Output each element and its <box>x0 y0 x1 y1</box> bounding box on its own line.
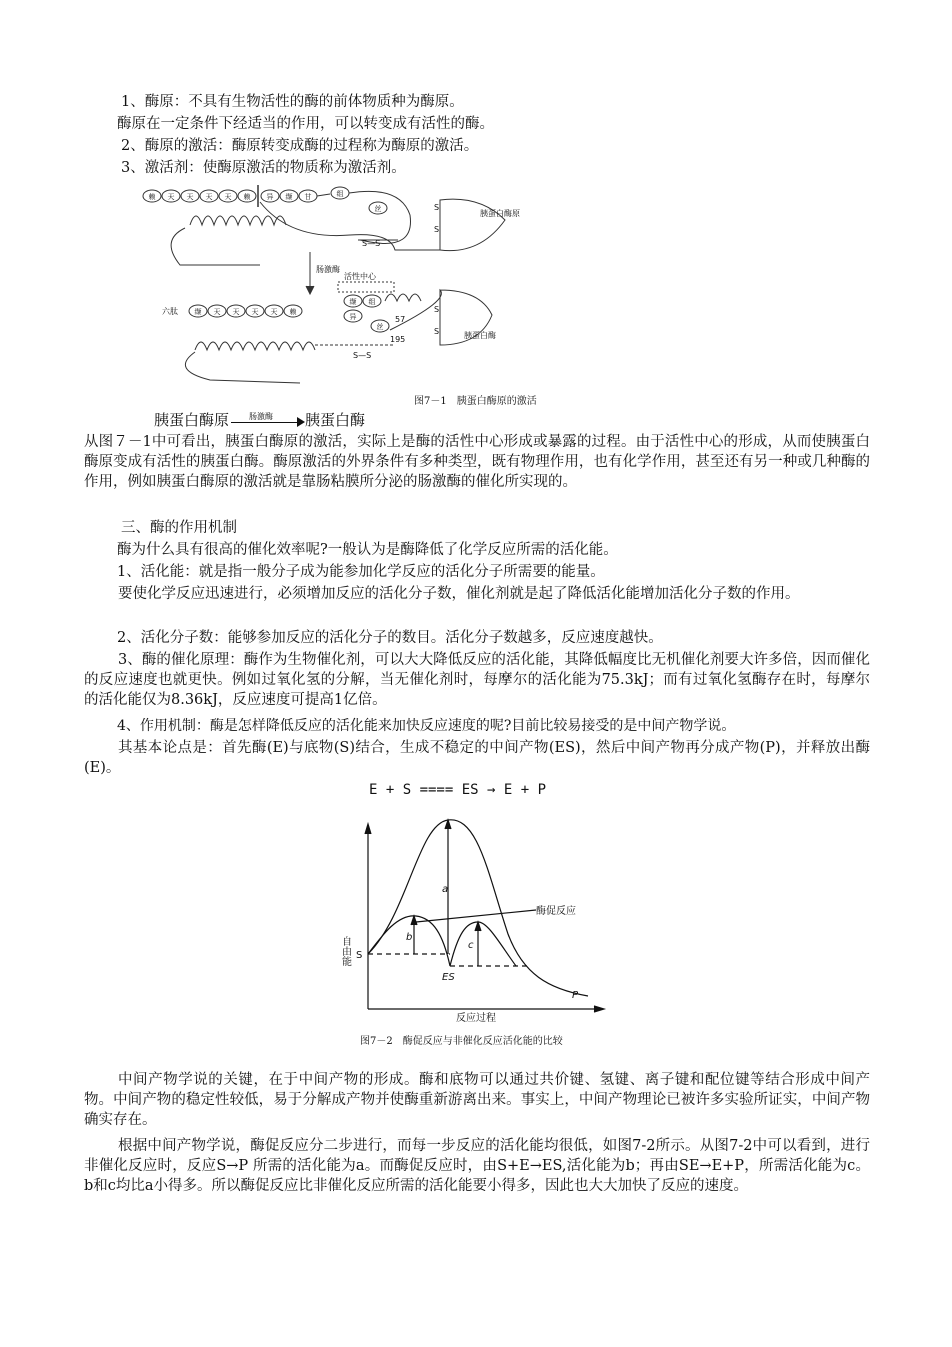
label-trypsin: 胰蛋白酶 <box>464 331 496 340</box>
line-zymogen-activation-note: 酶原在一定条件下经适当的作用，可以转变成有活性的酶。 <box>117 116 494 132</box>
top-residue-7: 缬 <box>285 193 293 201</box>
para-two-steps: 根据中间产物学说，酶促反应分二步进行，而每一步反应的活化能均很低，如图7-2所示。从图7-2中可以看到，进行非催化反应时，反应S→P 所需的活化能为a。而酶促反应时，由S+E→ES,活化能为b；再由SE→E+P，所需活化能为c。b和c均比a小得多。所以酶促反应比非催化反应所需的活化能要小得多，因此也大大加快了反应的速度。 <box>84 1138 870 1194</box>
reaction-right: 胰蛋白酶 <box>305 411 366 429</box>
figure2-caption: 图7－2 酶促反应与非催化反应活化能的比较 <box>360 1036 563 1047</box>
para-activation-energy-intro: 酶为什么具有很高的催化效率呢?一般认为是酶降低了化学反应所需的活化能。 <box>117 542 618 558</box>
para-intermediate-key: 中间产物学说的关键，在于中间产物的形成。酶和底物可以通过共价键、氢键、离子键和配位键等结合形成中间产物。中间产物的稳定性较低，易于分解成产物并使酶重新游离出来。事实上，中间产物理论已被许多实验所证实，中间产物确实存在。 <box>84 1072 870 1128</box>
top-residue-3: 天 <box>205 193 213 201</box>
line-activation-def: 2、酶原的激活：酶原转变成酶的过程称为酶原的激活。 <box>121 138 479 154</box>
label-s-4: S <box>434 327 440 336</box>
label-s-2: S <box>434 225 440 234</box>
para-activated-molecules: 2、活化分子数：能够参加反应的活化分子的数目。活化分子数越多，反应速度越快。 <box>117 630 663 646</box>
hexa-residue-0: 缬 <box>194 308 202 316</box>
label-s-3: S <box>434 305 440 314</box>
para-basic-point: 其基本论点是：首先酶(E)与底物(S)结合，生成不稳定的中间产物(ES)，然后中间产物再分成产物(P)，并释放出酶(E)。 <box>84 740 870 776</box>
para-catalyst-role: 要使化学反应迅速进行，必须增加反应的活化分子数，催化剂就是起了降低活化能增加活化分子数的作用。 <box>118 586 800 602</box>
label-ss-top: S—S <box>362 239 381 248</box>
y-axis-label: 自由能 <box>339 936 351 966</box>
label-s: S <box>356 950 363 961</box>
hexa-residue-5: 赖 <box>289 308 297 316</box>
top-chain <box>143 185 505 265</box>
hexa-residue-3: 天 <box>251 308 259 316</box>
top-residue-0: 赖 <box>148 193 156 201</box>
top-residue-4: 天 <box>224 193 232 201</box>
top-residue-6: 异 <box>266 193 274 201</box>
top-residue-2: 天 <box>186 193 194 201</box>
reaction-arrow <box>229 413 305 425</box>
label-p: P <box>572 990 579 1001</box>
label-57: 57 <box>395 315 406 324</box>
para-figure-explanation: 从图７－1中可看出，胰蛋白酶原的激活，实际上是酶的活性中心形成或暴露的过程。由于活性中心的形成，从而使胰蛋白酶原变成有活性的胰蛋白酶。酶原激活的外界条件有多种类型，既有物理作用，也有化学作用，甚至还有另一种或几种酶的作用，例如胰蛋白酶原的激活就是靠肠粘膜所分泌的肠激酶的催化所实现的。 <box>84 434 870 490</box>
hexa-residue-2: 天 <box>232 308 240 316</box>
label-es: ES <box>442 972 455 983</box>
label-enterokinase: 肠激酶 <box>316 265 340 274</box>
section-heading-mechanism: 三、酶的作用机制 <box>121 520 237 536</box>
x-axis-label: 反应过程 <box>456 1013 496 1024</box>
line-zymogen-def: 1、酶原：不具有生物活性的酶的前体物质种为酶原。 <box>121 94 464 110</box>
label-ss-bottom: S—S <box>353 351 372 360</box>
bottom-residue-0: 缬 <box>349 298 357 306</box>
bottom-residue-3: 丝 <box>376 323 384 331</box>
bottom-residue-1: 异 <box>349 313 357 321</box>
top-residue-9: 组 <box>336 190 344 198</box>
bottom-residue-2: 组 <box>368 298 376 306</box>
label-active-center: 活性中心 <box>344 272 376 281</box>
top-residue-8: 甘 <box>304 193 312 201</box>
para-activation-energy-def: 1、活化能：就是指一般分子成为能参加化学反应的活化分子所需要的能量。 <box>117 564 605 580</box>
reaction-arrow-label: 肠激酶 <box>249 412 274 421</box>
equation: E + S ==== ES → E + P <box>369 782 547 798</box>
figure-trypsinogen-activation <box>140 180 560 395</box>
label-s-1: S <box>434 203 440 212</box>
reaction-line <box>154 410 365 430</box>
para-catalytic-principle: 3、酶的催化原理：酶作为生物催化剂，可以大大降低反应的活化能，其降低幅度比无机催化剂要大许多倍，因而催化的反应速度也就更快。例如过氧化氢的分解，当无催化剂时，每摩尔的活化能为75.3kJ；而有过氧化氢酶存在时，每摩尔的活化能仅为8.36kJ，反应速度可提高1亿倍。 <box>84 652 870 708</box>
label-195: 195 <box>390 335 406 344</box>
top-residue-ser: 丝 <box>374 205 382 213</box>
label-enzymatic: 酶促反应 <box>536 906 576 917</box>
para-mechanism: 4、作用机制：酶是怎样降低反应的活化能来加快反应速度的呢?目前比较易接受的是中间产物学说。 <box>117 718 736 734</box>
bottom-chain <box>185 282 492 383</box>
label-hexapeptide: 六肽 <box>162 307 178 316</box>
label-trypsinogen: 胰蛋白酶原 <box>480 209 520 218</box>
reaction-left: 胰蛋白酶原 <box>154 411 230 429</box>
hexa-residue-1: 天 <box>213 308 221 316</box>
label-c: c <box>468 940 474 951</box>
figure1-caption: 图7－1 胰蛋白酶原的激活 <box>414 396 537 407</box>
hexa-residue-4: 天 <box>270 308 278 316</box>
label-a: a <box>442 884 449 895</box>
figure-activation-energy <box>338 814 618 1024</box>
label-b: b <box>406 932 413 943</box>
top-residue-5: 赖 <box>243 193 251 201</box>
top-residue-1: 天 <box>167 193 175 201</box>
line-activator-def: 3、激活剂：使酶原激活的物质称为激活剂。 <box>121 160 406 176</box>
